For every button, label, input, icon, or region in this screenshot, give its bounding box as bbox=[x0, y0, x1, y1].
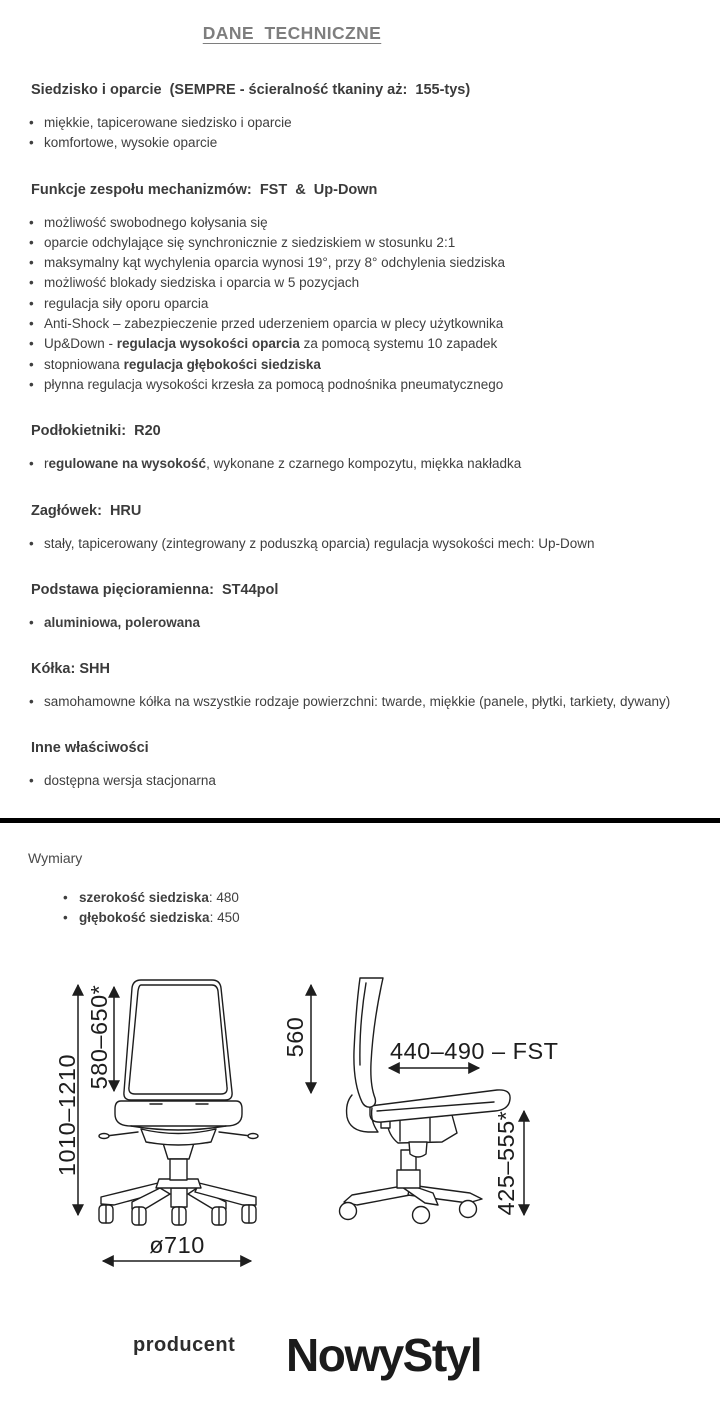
section-bullet-list bbox=[31, 534, 712, 554]
bullet-text: oparcie odchylające się synchronicznie z siedziskiem w stosunku 2:1 bbox=[44, 234, 456, 250]
bullet-text-bold: regulacja wysokości oparcia bbox=[116, 336, 300, 352]
bullet-text: miękkie, tapicerowane siedzisko i oparcie bbox=[44, 115, 292, 130]
page-title: DANE TECHNICZNE bbox=[202, 23, 382, 43]
bullet-text: płynna regulacja wysokości krzesła za pomocą podnośnika pneumatycznego bbox=[44, 376, 504, 392]
bullet-item bbox=[31, 454, 712, 474]
front-casters bbox=[99, 1205, 256, 1225]
producer-label: producent bbox=[133, 1334, 236, 1356]
section-divider bbox=[0, 818, 720, 823]
bullet-item bbox=[31, 273, 712, 293]
bullet-text: maksymalny kąt wychylenia oparcia wynosi 19°, przy 8° odchylenia siedziska bbox=[44, 255, 505, 271]
dimensions-section bbox=[28, 850, 240, 929]
bullet-text-bold: szerokość siedziska bbox=[79, 890, 209, 905]
spec-section bbox=[31, 660, 712, 712]
section-heading: Siedzisko i oparcie (SEMPRE - ścieralność tkaniny aż: 155-tys) bbox=[31, 82, 471, 98]
bullet-text: możliwość swobodnego kołysania się bbox=[44, 214, 268, 230]
dimension-diagram bbox=[0, 975, 720, 1275]
section-bullet-list bbox=[31, 113, 712, 154]
dim-side-seat-height: 425–555* bbox=[493, 1110, 519, 1216]
bullet-item bbox=[31, 113, 712, 133]
dimensions-list bbox=[65, 888, 240, 929]
spec-section bbox=[31, 422, 712, 474]
section-heading: Inne właściwości bbox=[31, 740, 149, 757]
chair-front-view bbox=[99, 980, 258, 1225]
spec-sections bbox=[31, 81, 712, 819]
bullet-item bbox=[31, 534, 712, 554]
section-heading: Funkcje zespołu mechanizmów: FST & Up-Down bbox=[31, 181, 378, 198]
bullet-item bbox=[31, 613, 712, 633]
bullet-text-bold: głębokość siedziska bbox=[79, 910, 210, 926]
bullet-text: Anti-Shock – zabezpieczenie przed uderzeniem oparcia w plecy użytkownika bbox=[44, 316, 504, 332]
bullet-item bbox=[65, 908, 240, 928]
dim-front-base-diameter: ø710 bbox=[149, 1232, 205, 1258]
spec-section bbox=[31, 502, 712, 554]
bullet-item bbox=[31, 355, 712, 375]
dim-front-total-height: 1010–1210 bbox=[54, 1053, 80, 1177]
bullet-item bbox=[31, 213, 712, 233]
bullet-text-bold: egulowane na wysokość bbox=[48, 456, 207, 472]
bullet-text: stały, tapicerowany (zintegrowany z poduszką oparcia) regulacja wysokości mech: Up-Down bbox=[44, 535, 595, 551]
bullet-item bbox=[31, 375, 712, 395]
section-bullet-list bbox=[31, 613, 712, 633]
bullet-item bbox=[31, 133, 712, 153]
bullet-text: dostępna wersja stacjonarna bbox=[44, 773, 216, 789]
bullet-item bbox=[31, 253, 712, 273]
bullet-text: samohamowne kółka na wszystkie rodzaje powierzchni: twarde, miękkie (panele, płytki, tarkiety, dywany) bbox=[44, 694, 671, 710]
dimensions-label: Wymiary bbox=[28, 850, 83, 866]
spec-section bbox=[31, 81, 712, 154]
bullet-item bbox=[31, 771, 712, 791]
bullet-text: za pomocą systemu 10 zapadek bbox=[299, 336, 498, 352]
section-bullet-list bbox=[31, 692, 712, 712]
section-bullet-list bbox=[31, 771, 712, 791]
bullet-item bbox=[65, 888, 240, 908]
bullet-text: komfortowe, wysokie oparcie bbox=[44, 135, 218, 151]
section-heading: Kółka: SHH bbox=[31, 661, 110, 678]
section-bullet-list bbox=[31, 454, 712, 474]
spec-section bbox=[31, 581, 712, 633]
bullet-item bbox=[31, 233, 712, 253]
section-heading: Zagłówek: HRU bbox=[31, 502, 142, 519]
bullet-text: stopniowana bbox=[44, 356, 124, 372]
section-heading: Podstawa pięcioramienna: ST44pol bbox=[31, 581, 279, 598]
bullet-text: Up&Down - bbox=[44, 336, 117, 352]
bullet-item bbox=[31, 334, 712, 354]
bullet-text: , wykonane z czarnego kompozytu, miękka nakładka bbox=[206, 456, 522, 472]
spec-section bbox=[31, 739, 712, 791]
bullet-text-bold: regulacja głębokości siedziska bbox=[123, 356, 321, 372]
bullet-item bbox=[31, 692, 712, 712]
spec-section bbox=[31, 181, 712, 396]
dim-side-seat-depth: 440–490 – FST bbox=[390, 1038, 559, 1064]
bullet-item bbox=[31, 294, 712, 314]
section-heading: Podłokietniki: R20 bbox=[31, 423, 161, 440]
bullet-item bbox=[31, 314, 712, 334]
dim-front-backrest-height: 580–650* bbox=[86, 984, 112, 1090]
bullet-text: : 450 bbox=[209, 910, 240, 926]
bullet-text: możliwość blokady siedziska i oparcia w 5 pozycjach bbox=[44, 275, 360, 291]
section-bullet-list bbox=[31, 213, 712, 396]
chair-side-view bbox=[340, 978, 511, 1224]
bullet-text: regulacja siły oporu oparcia bbox=[44, 295, 209, 311]
dim-side-backrest-height: 560 bbox=[282, 1016, 308, 1058]
bullet-text: r bbox=[44, 456, 49, 472]
bullet-text-bold: aluminiowa, polerowana bbox=[44, 614, 201, 630]
bullet-text: : 480 bbox=[208, 890, 239, 905]
brand-logo: NowyStyl bbox=[286, 1329, 482, 1381]
